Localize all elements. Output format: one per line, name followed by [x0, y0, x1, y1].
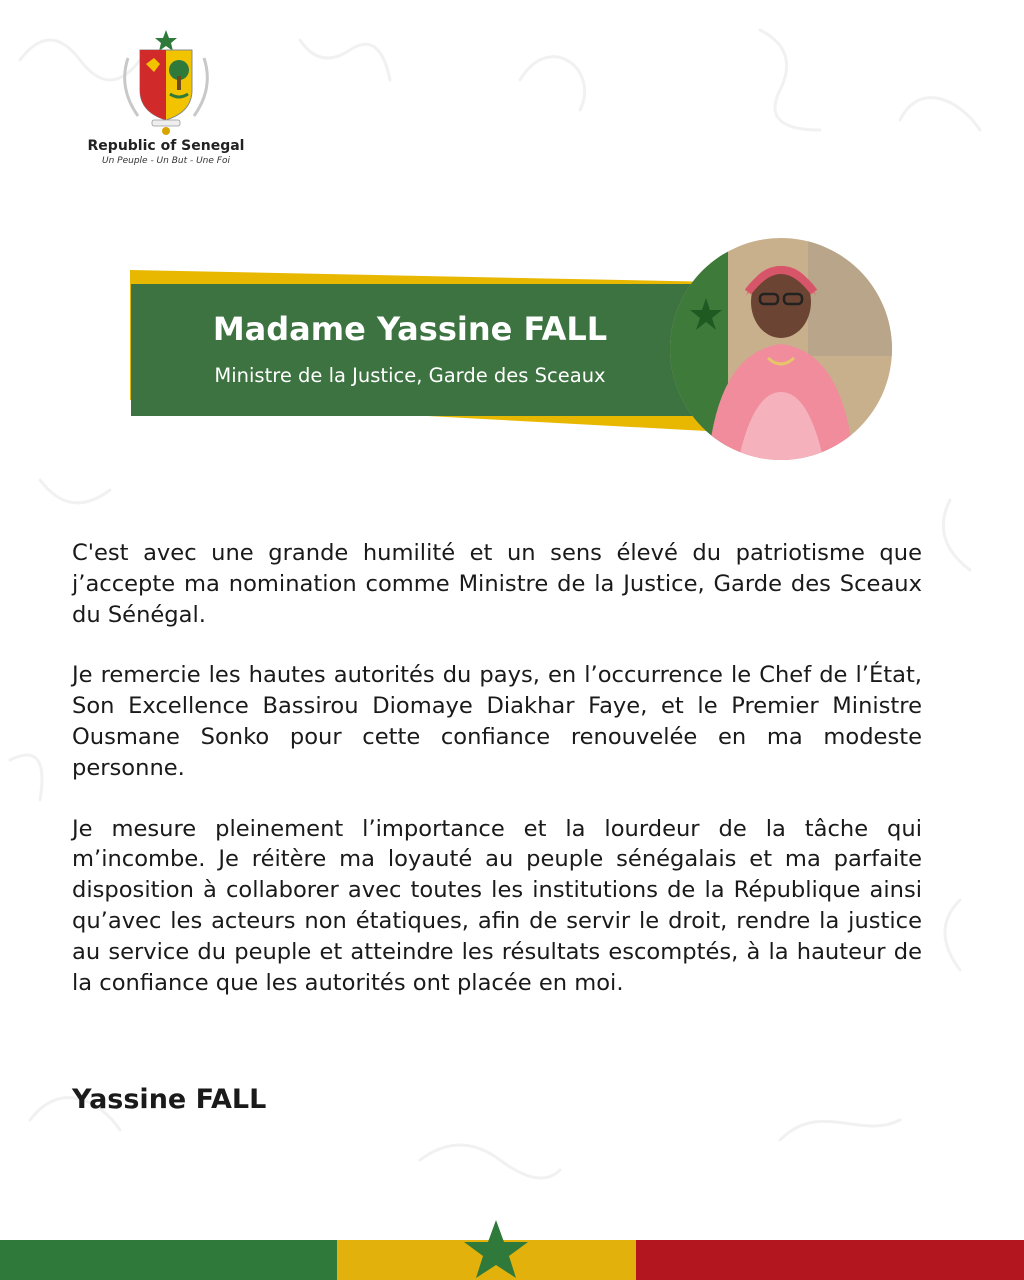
minister-portrait-icon [668, 236, 894, 462]
country-motto: Un Peuple - Un But - Une Foi [102, 156, 230, 166]
signature: Yassine FALL [72, 1084, 267, 1115]
letter-paragraph: C'est avec une grande humilité et un sens élevé du patriotisme que j’accepte ma nomination comme Ministre de la Justice, Garde des Sceaux du Sénégal. [72, 540, 922, 628]
minister-role: Ministre de la Justice, Garde des Sceaux [214, 364, 606, 387]
country-name: Republic of Senegal [87, 138, 245, 154]
senegal-flag-icon [0, 1220, 1024, 1280]
minister-name: Madame Yassine FALL [212, 310, 608, 348]
letter-paragraph: Je remercie les hautes autorités du pays, en l’occurrence le Chef de l’État, Son Excellence Bassirou Diomaye Diakhar Faye, et le Premier Ministre Ousmane Sonko pour cette confiance renouvelée en ma modeste personne. [72, 662, 922, 781]
letter-body [72, 538, 922, 1028]
letter-paragraph: Je mesure pleinement l’importance et la lourdeur de la tâche qui m’incombe. Je réitère ma loyauté au peuple sénégalais et ma parfaite disposition à collaborer avec toutes les institutions de la République ainsi qu’avec les acteurs non étatiques, afin de servir le droit, rendre la justice au service du peuple et atteindre les résultats escomptés, à la hauteur de la confiance que les autorités ont placée en moi. [72, 815, 922, 996]
